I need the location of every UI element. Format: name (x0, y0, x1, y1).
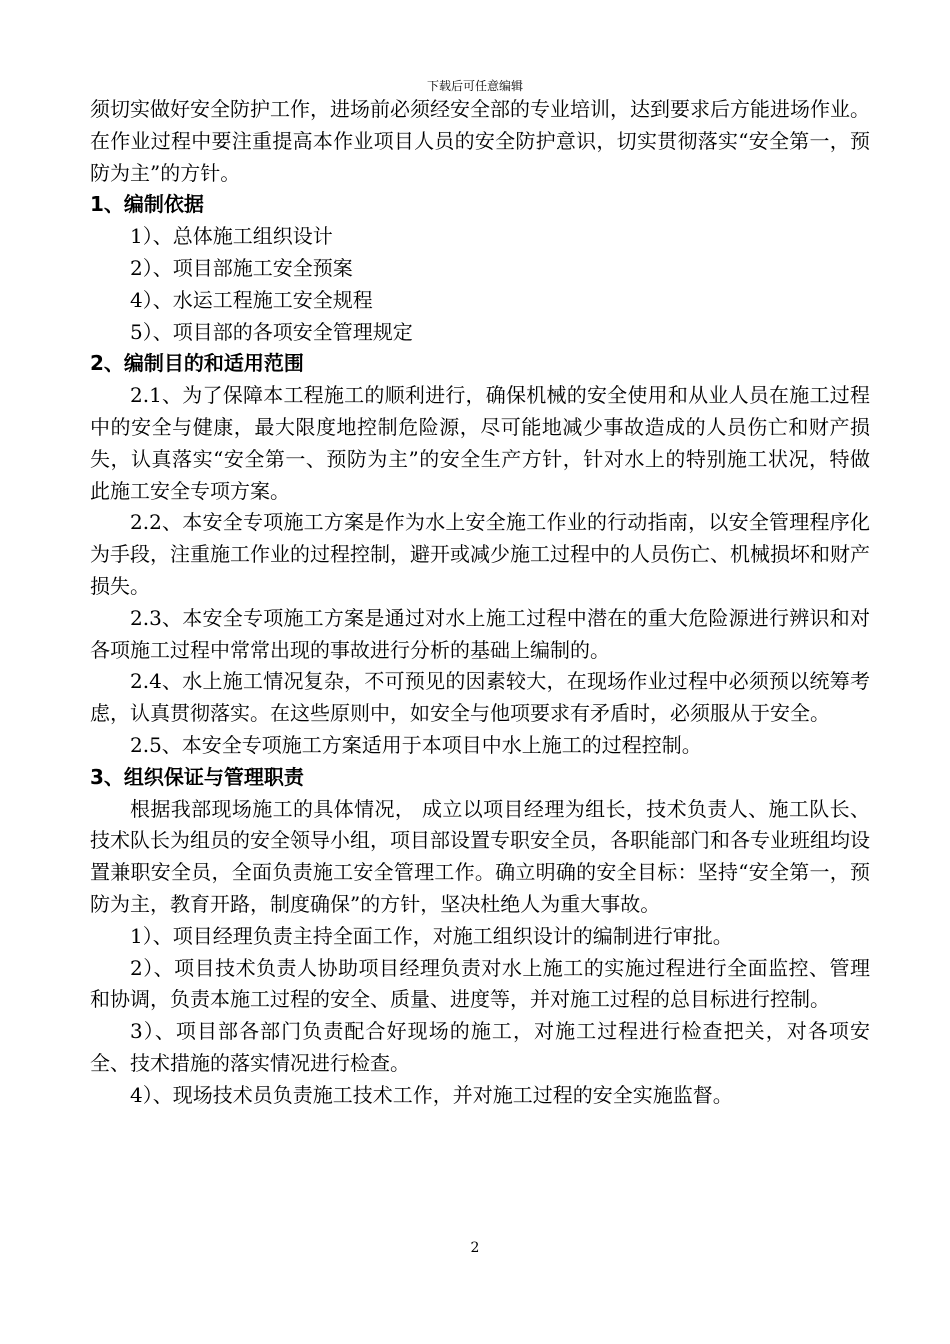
section-3-paragraph: 根据我部现场施工的具体情况， 成立以项目经理为组长，技术负责人、施工队长、技术队长为组员的安全领导小组，项目部设置专职安全员，各职能部门和各专业班组均设置兼职安全员，全面负责施工安全管理工作。确立明确的安全目标：坚持“安全第一，预防为主，教育开路，制度确保”的方针，坚决杜绝人为重大事故。 (90, 796, 870, 916)
section-3-paragraph: 3）、项目部各部门负责配合好现场的施工，对施工过程进行检查把关，对各项安全、技术措施的落实情况进行检查。 (90, 1019, 870, 1075)
intro-paragraph: 须切实做好安全防护工作，进场前必须经安全部的专业培训，达到要求后方能进场作业。在作业过程中要注重提高本作业项目人员的安全防护意识，切实贯彻落实“安全第一，预防为主”的方针。 (90, 97, 870, 185)
section-3-paragraph: 2）、项目技术负责人协助项目经理负责对水上施工的实施过程进行全面监控、管理和协调，负责本施工过程的安全、质量、进度等，并对施工过程的总目标进行控制。 (90, 955, 870, 1012)
section-3-paragraph: 1）、项目经理负责主持全面工作，对施工组织设计的编制进行审批。 (130, 923, 733, 948)
section-1-item: 4）、水运工程施工安全规程 (130, 287, 373, 312)
section-1-title: 1、编制依据 (90, 192, 204, 217)
section-1-item: 1）、总体施工组织设计 (130, 224, 333, 249)
section-3-title: 3、组织保证与管理职责 (90, 764, 304, 789)
document-body (90, 94, 870, 1112)
section-2-title: 2、编制目的和适用范围 (90, 351, 304, 376)
section-2-paragraph: 2.4、水上施工情况复杂，不可预见的因素较大，在现场作业过程中必须预以统筹考虑，认真贯彻落实。在这些原则中，如安全与他项要求有矛盾时，必须服从于安全。 (90, 669, 870, 726)
section-2-paragraph: 2.3、本安全专项施工方案是通过对水上施工过程中潜在的重大危险源进行辨识和对各项施工过程中常常出现的事故进行分析的基础上编制的。 (90, 605, 870, 662)
page-header: 下载后可任意编辑 (426, 79, 523, 93)
section-2-paragraph: 2.1、为了保障本工程施工的顺利进行，确保机械的安全使用和从业人员在施工过程中的安全与健康，最大限度地控制危险源，尽可能地减少事故造成的人员伤亡和财产损失，认真落实“安全第一、预防为主”的安全生产方针，针对水上的特别施工状况，特做此施工安全专项方案。 (90, 383, 870, 503)
section-2-paragraph: 2.2、本安全专项施工方案是作为水上安全施工作业的行动指南，以安全管理程序化为手段，注重施工作业的过程控制，避开或减少施工过程中的人员伤亡、机械损坏和财产损失。 (90, 510, 870, 598)
section-1-item: 5）、项目部的各项安全管理规定 (130, 319, 413, 344)
section-1-item: 2）、项目部施工安全预案 (130, 255, 353, 280)
section-2-paragraph: 2.5、本安全专项施工方案适用于本项目中水上施工的过程控制。 (130, 732, 702, 757)
section-3-paragraph: 4）、现场技术员负责施工技术工作，并对施工过程的安全实施监督。 (130, 1082, 733, 1107)
page-number: 2 (470, 1240, 480, 1256)
